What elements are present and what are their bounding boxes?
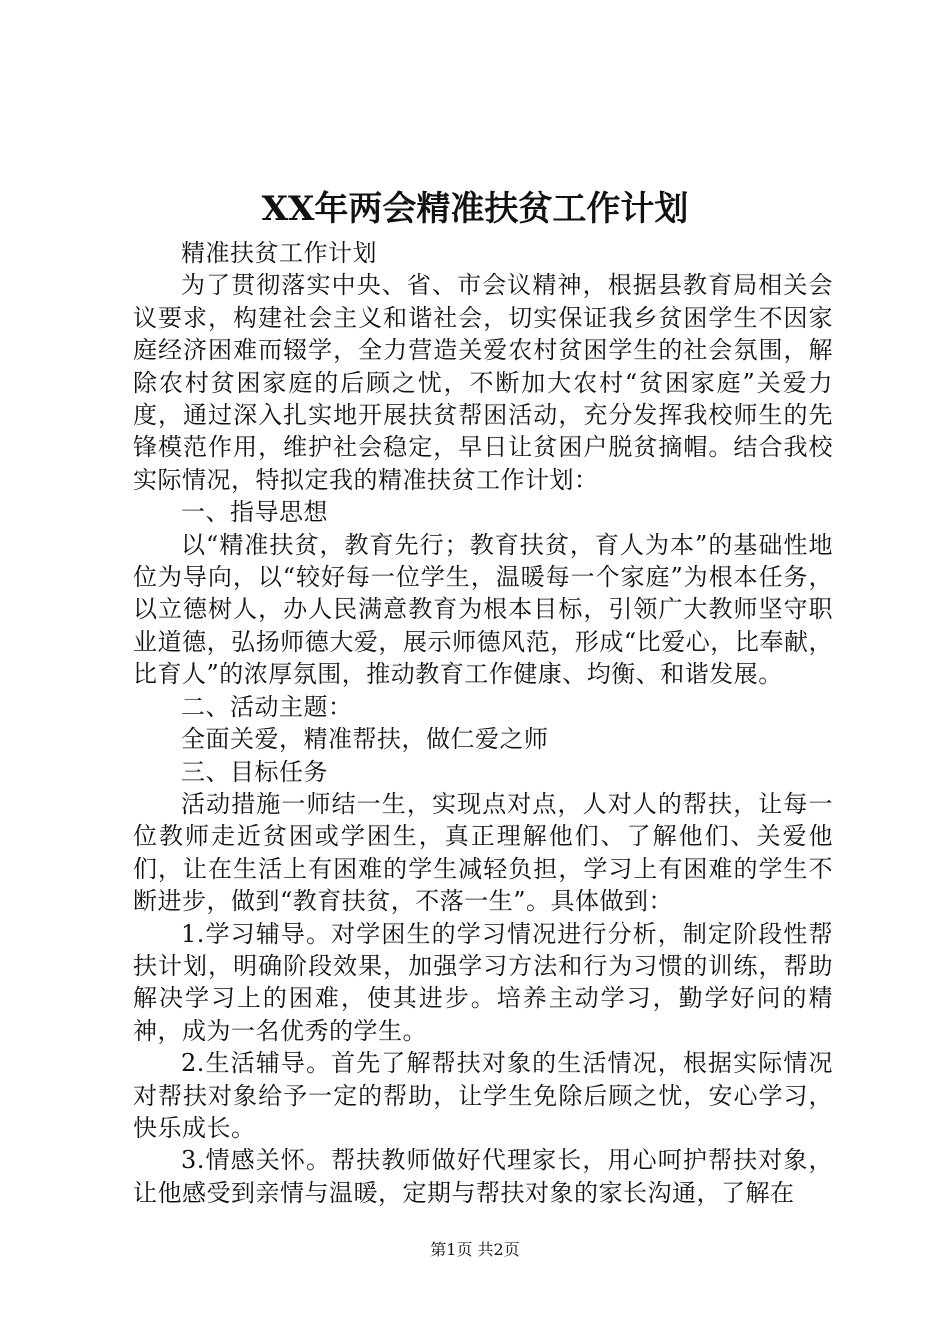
document-body — [133, 237, 833, 1209]
list-item-life-guidance: 2.生活辅导。首先了解帮扶对象的生活情况，根据实际情况对帮扶对象给予一定的帮助，让学生免除后顾之忧，安心学习，快乐成长。 — [133, 1049, 833, 1142]
paragraph-activity-theme: 全面关爱，精准帮扶，做仁爱之师 — [181, 725, 549, 754]
page-footer: 第1页 共2页 — [430, 1240, 520, 1259]
section-heading-guiding-thought: 一、指导思想 — [181, 498, 328, 527]
paragraph-guiding-thought: 以“精准扶贫，教育先行；教育扶贫，育人为本”的基础性地位为导向，以“较好每一位学生，温暖每一个家庭”为根本任务，以立德树人，办人民满意教育为根本目标，引领广大教师坚守职业道德，弘扬师德大爱，展示师德风范，形成“比爱心，比奉献，比育人”的浓厚氛围，推动教育工作健康、均衡、和谐发展。 — [133, 530, 833, 689]
section-heading-activity-theme: 二、活动主题： — [181, 692, 353, 721]
list-item-study-guidance: 1.学习辅导。对学困生的学习情况进行分析，制定阶段性帮扶计划，明确阶段效果，加强学习方法和行为习惯的训练，帮助解决学习上的困难，使其进步。培养主动学习，勤学好问的精神，成为一名优秀的学生。 — [133, 919, 833, 1045]
paragraph-objectives: 活动措施一师结一生，实现点对点，人对人的帮扶，让每一位教师走近贫困或学困生，真正理解他们、了解他们、关爱他们，让在生活上有困难的学生减轻负担，学习上有困难的学生不断进步，做到“教育扶贫，不落一生”。具体做到： — [133, 789, 833, 916]
document-title: XX年两会精准扶贫工作计划 — [261, 189, 689, 229]
paragraph-intro: 为了贯彻落实中央、省、市会议精神，根据县教育局相关会议要求，构建社会主义和谐社会，切实保证我乡贫困学生不因家庭经济困难而辍学，全力营造关爱农村贫困学生的社会氛围，解除农村贫困家庭的后顾之忧，不断加大农村“贫困家庭”关爱力度，通过深入扎实地开展扶贫帮困活动，充分发挥我校师生的先锋模范作用，维护社会稳定，早日让贫困户脱贫摘帽。结合我校实际情况，特拟定我的精准扶贫工作计划： — [133, 271, 833, 494]
section-heading-objectives: 三、目标任务 — [181, 757, 328, 786]
paragraph-heading: 精准扶贫工作计划 — [181, 239, 377, 267]
list-item-emotional-care: 3.情感关怀。帮扶教师做好代理家长，用心呵护帮扶对象，让他感受到亲情与温暖，定期与帮扶对象的家长沟通，了解在 — [133, 1146, 833, 1207]
